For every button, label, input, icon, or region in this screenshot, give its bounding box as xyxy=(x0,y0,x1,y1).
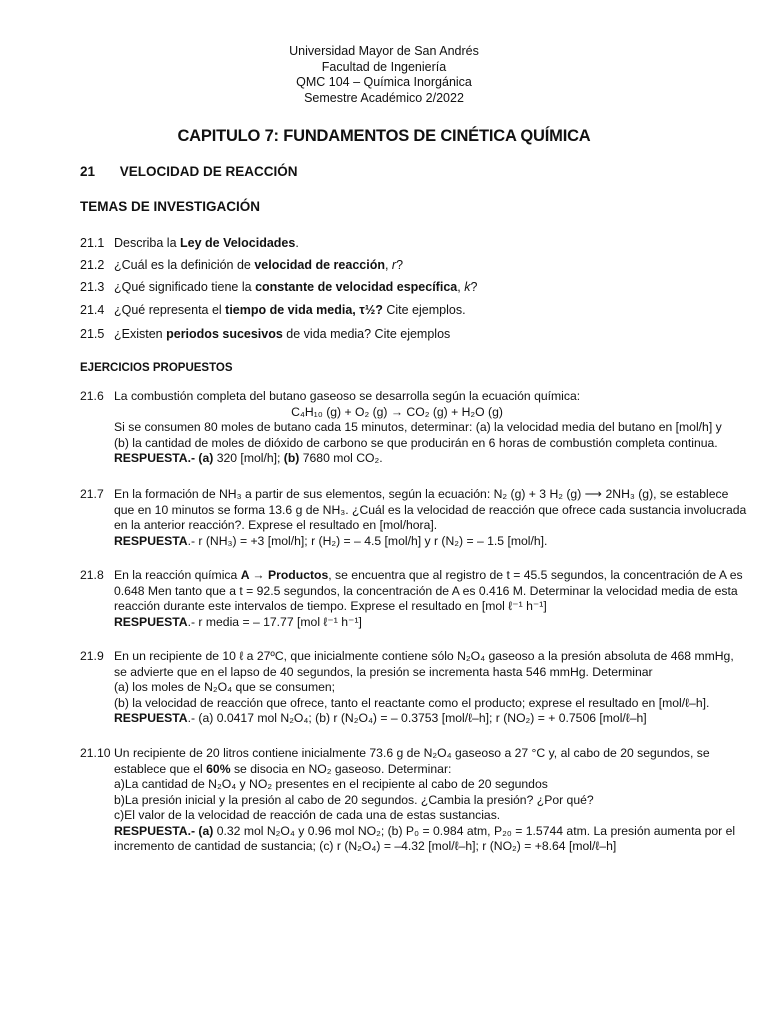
temas-heading: TEMAS DE INVESTIGACIÓN xyxy=(80,199,261,214)
question-item: 21.3 ¿Qué significado tiene la constante de velocidad específica, k? xyxy=(80,280,478,294)
question-item: 21.1 Describa la Ley de Velocidades. xyxy=(80,236,299,250)
answer: RESPUESTA.- r media = – 17.77 [mol ℓ⁻¹ h⁻¹] xyxy=(114,614,362,629)
question-item: 21.5 ¿Existen periodos sucesivos de vida media? Cite ejemplos xyxy=(80,327,451,341)
faculty-name: Facultad de Ingeniería xyxy=(321,59,447,74)
exercise-21-7: 21.7 En la formación de NH₃ a partir de sus elementos, según la ecuación: N₂ (g) + 3 H₂ (g) ⟶ 2NH₃ (g), se establece que en 10 minutos se forma 13.6 g de NH₃. ¿Cuál es la velocidad de reacción que ofrece cada sustancia involucrada en la anterior reacción?. Exprese el resultado en [mol/hora]. RESPUESTA.- r (NH₃) = +3 [mol/h]; r (H₂) = – 4.5 [mol/h] y r (N₂) = – 1.5 [mol/h]. xyxy=(80,487,747,548)
exercise-21-10: 21.10 Un recipiente de 20 litros contiene inicialmente 73.6 g de N₂O₄ gaseoso a 27 °C y, al cabo de 20 segundos, se establece que el 60% se disocia en NO₂ gaseoso. Determinar: a)La cantidad de N₂O₄ y NO₂ presentes en el recipiente al cabo de 20 segundos b)La presión inicial y la presión al cabo de 20 segundos. ¿Cambia la presión? ¿Por qué? c)El valor de la velocidad de reacción de cada una de estas sustancias. RESPUESTA.- (a) 0.32 mol N₂O₄ y 0.96 mol NO₂; (b) P₀ = 0.984 atm, P₂₀ = 1.5744 atm. La presión aumenta por el incremento de cantidad de sustancia; (c) r (N₂O₄) = –4.32 [mol/ℓ–h]; r (NO₂) = +8.64 [mol/ℓ–h] xyxy=(80,746,736,853)
semester: Semestre Académico 2/2022 xyxy=(304,90,464,105)
section-heading xyxy=(80,164,298,179)
exercise-21-6: 21.6 La combustión completa del butano gaseoso se desarrolla según la ecuación química: C₄H₁₀ (g) + O₂ (g) → CO₂ (g) + H₂O (g) Si se consumen 80 moles de butano cada 15 minutos, determinar: (a) la velocidad media del butano en [mol/h] y (b) la cantidad de moles de dióxido de carbono se que producirán en 6 horas de combustión completa continua. RESPUESTA.- (a) 320 [mol/h]; (b) 7680 mol CO₂. xyxy=(80,389,722,465)
answer: RESPUESTA.- (a) 0.32 mol N₂O₄ y 0.96 mol NO₂; (b) P₀ = 0.984 atm, P₂₀ = 1.5744 atm. La presión aumenta por el xyxy=(114,823,736,838)
answer: RESPUESTA.- (a) 0.0417 mol N₂O₄; (b) r (N₂O₄) = – 0.3753 [mol/ℓ–h]; r (NO₂) = + 0.7506 [mol/ℓ–h] xyxy=(114,711,647,725)
chapter-title: CAPITULO 7: FUNDAMENTOS DE CINÉTICA QUÍMICA xyxy=(177,127,591,145)
question-item: 21.2 ¿Cuál es la definición de velocidad de reacción, r? xyxy=(80,258,404,272)
exercise-21-9: 21.9 En un recipiente de 10 ℓ a 27ºC, que inicialmente contiene sólo N₂O₄ gaseoso a la presión absoluta de 468 mmHg, se advierte que en el lapso de 40 segundos, la presión se incrementa hasta 546 mmHg. Determinar (a) los moles de N₂O₄ que se consumen; (b) la velocidad de reacción que ofrece, tanto el reactante como el producto; exprese el resultado en [mol/ℓ–h]. RESPUESTA.- (a) 0.0417 mol N₂O₄; (b) r (N₂O₄) = – 0.3753 [mol/ℓ–h]; r (NO₂) = + 0.7506 [mol/ℓ–h] xyxy=(80,649,734,725)
university-name: Universidad Mayor de San Andrés xyxy=(289,44,479,58)
section-label: VELOCIDAD DE REACCIÓN xyxy=(119,164,298,179)
section-number: 21 xyxy=(80,164,96,179)
ejercicios-heading: EJERCICIOS PROPUESTOS xyxy=(80,362,233,374)
answer: RESPUESTA.- r (NH₃) = +3 [mol/h]; r (H₂) = – 4.5 [mol/h] y r (N₂) = – 1.5 [mol/h]. xyxy=(114,533,548,548)
document-header xyxy=(0,44,768,106)
exercise-21-8: 21.8 En la reacción química A → Productos, se encuentra que al registro de t = 45.5 segundos, la concentración de A es 0.648 Men tanto que a t = 92.5 segundos, la concentración de A es 0.416 M. Determinar la velocidad media de esta reacción durante este intervalos de tiempo. Exprese el resultado en [mol ℓ⁻¹ h⁻¹] RESPUESTA.- r media = – 17.77 [mol ℓ⁻¹ h⁻¹] xyxy=(80,568,743,629)
course-name: QMC 104 – Química Inorgánica xyxy=(296,75,472,89)
answer: RESPUESTA.- (a) 320 [mol/h]; (b) 7680 mol CO₂. xyxy=(114,451,383,465)
question-item: 21.4 ¿Qué representa el tiempo de vida media, τ½? Cite ejemplos. xyxy=(80,303,466,317)
chemical-equation: C₄H₁₀ (g) + O₂ (g) → CO₂ (g) + H₂O (g) xyxy=(291,404,503,419)
